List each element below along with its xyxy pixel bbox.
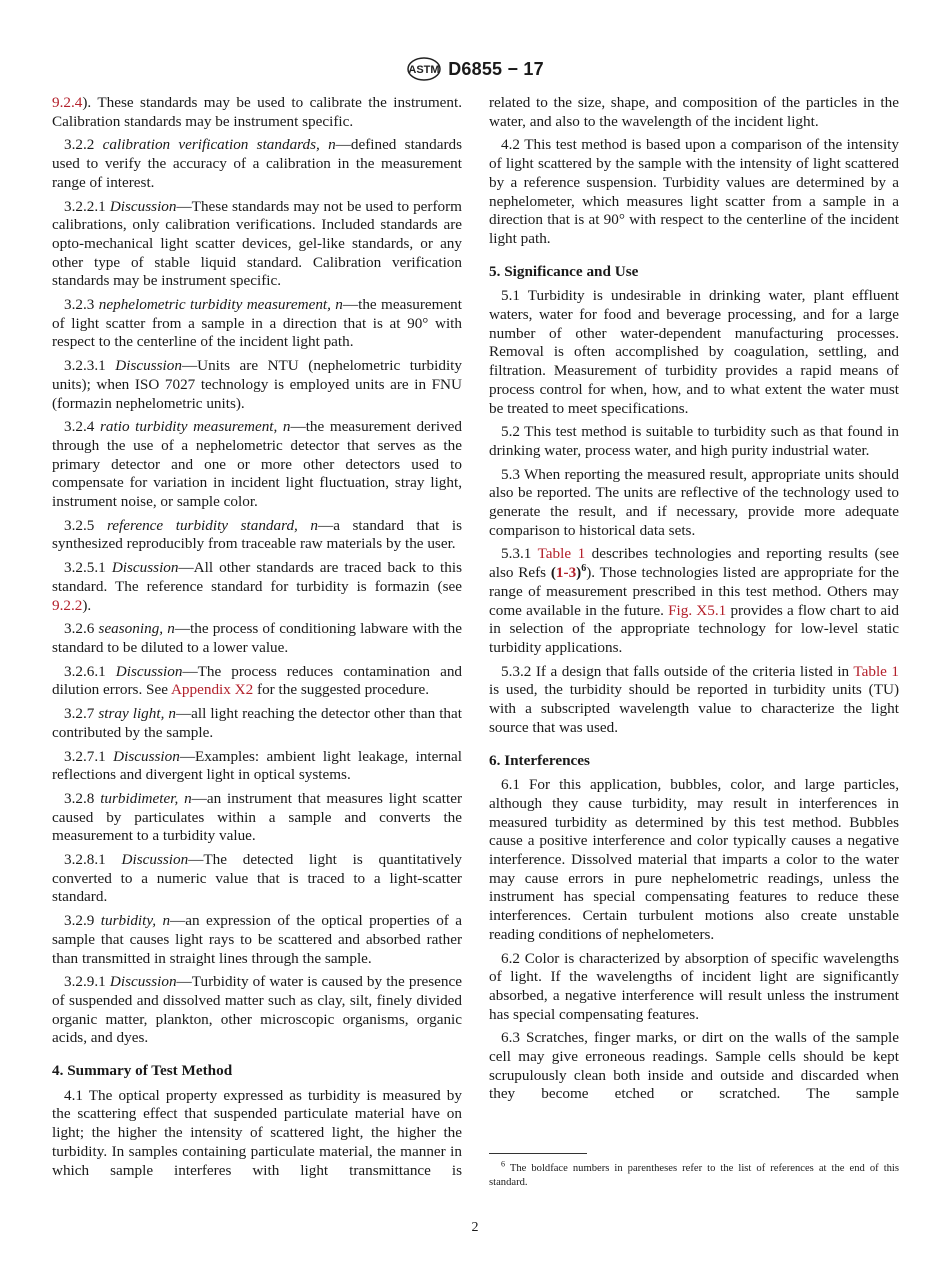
text-run: is used, the turbidity should be reported in turbidity units (TU) with a subscripted wavelength value to characterize the light source that was used. [489,681,899,736]
paragraph [52,559,462,615]
cross-reference-link[interactable]: 9.2.4 [52,94,83,111]
text-run: —an expression of the optical properties of a sample that causes light rays to be scattered and absorbed rather than transmitted in straight lines through the sample. [52,912,462,967]
cross-reference-link[interactable]: 1-3 [555,564,577,582]
text-run: 5.1 Turbidity is undesirable in drinking water, plant effluent waters, water for food and beverage processing, and for a large number of other water-dependent manufacturing processes. Removal is often accomplished by coagulation, settling, and filtration. Measurement of turbidity provides a rapid means of process control for when, how, and to what extent the water must be treated to meet specifications. [489,287,899,417]
text-run: 3.2.7 [64,705,99,723]
section-heading [489,263,899,282]
text-run: —defined standards used to verify the accuracy of a calibration in the measurement range of interest. [52,136,463,191]
paragraph [52,517,462,554]
paragraph [52,1087,462,1181]
text-run: 3.2.3 [64,296,99,314]
text-run: —All other standards are traced back to this standard. The reference standard for turbidity is formazin (see [52,559,462,595]
text-run: describes technologies and reporting results (see also Refs [489,545,899,582]
text-run: 5.3.1 [501,545,538,563]
paragraph [52,296,462,352]
footnote [489,1159,899,1190]
text-run: for the suggested procedure. [253,681,430,699]
text-run: 3.2.5.1 [64,559,112,577]
text-run: —the measurement of light scatter from a sample in a direction that is at 90° with respect to the centerline of the incident light path. [52,296,462,351]
paragraph [52,94,462,131]
text-run: —The detected light is quantitatively converted to a numeric value that is traced to a light-scatter standard. [52,851,463,906]
term-text: Discussion [113,747,180,765]
text-run: 3.2.6.1 [64,662,116,680]
term-text: reference turbidity standard, n [106,516,319,534]
text-run: 6.2 Color is characterized by absorption of specific wavelengths of light. If the wavelengths of incident light are significantly absorbed, a negative interference will result unless the instrument has special compensating features. [489,949,899,1023]
astm-logo-icon [406,56,442,82]
footnote-ref[interactable]: 6 [581,563,587,575]
text-run: 4. Summary of Test Method [52,1062,233,1080]
right-column [489,94,899,1109]
text-run: 5.3 When reporting the measured result, appropriate units should also be reported. The units are reflective of the technology used to generate the result, and if necessary, provide more adequate comparison to historical data sets. [489,465,899,539]
cross-reference-link[interactable]: Table 1 [537,545,586,563]
left-column [52,94,462,1185]
footnote-marker: 6 [501,1159,505,1169]
paragraph [52,357,462,413]
text-run: ). Those technologies listed are appropriate for the range of measurement prescribed in this test method. Others may come available in the future. [489,564,899,619]
text-run: 3.2.3.1 [64,357,116,375]
term-text: Discussion [121,851,189,869]
term-text: Discussion [115,662,183,680]
paragraph [489,545,899,657]
text-run: 6.3 Scratches, finger marks, or dirt on the walls of the sample cell may give erroneous readings. Sample cells should be kept scrupulously clean both inside and outside and discarded when they become etched or scratched. The sample [489,1029,899,1103]
footnote-divider [489,1153,587,1154]
footnote-text: The boldface numbers in parentheses refer to the list of references at the end of this standard. [489,1163,899,1188]
paragraph [489,950,899,1025]
paragraph [52,851,462,907]
text-run: 6.1 For this application, bubbles, color, and large particles, although they cause turbidity, may result in interferences in measured turbidity as determined by this test method. Bubbles cause a positive interference and color typically causes a negative interference. Dissolved material that imparts a color to the water may cause errors in pure nephelometric readings, unless the instrument has special compensating features to reduce these interferences. Certain turbulent motions also create unstable reading conditions of nephelometers. [489,776,899,943]
document-id: D6855 − 17 [448,58,544,79]
text-run: 3.2.6 [64,620,99,638]
text-run: 4.1 The optical property expressed as turbidity is measured by the scattering effect that suspended particulate material have on light; the higher the intensity of scattered light, the higher the turbidity. In samples containing particulate material, the manner in which sample interferes with light transmittance is [52,1086,462,1179]
text-run: 3.2.5 [64,516,107,534]
text-run: 3.2.7.1 [64,747,114,765]
svg-text:ASTM: ASTM [408,64,440,76]
text-run: 4.2 This test method is based upon a comparison of the intensity of light scattered by the sample with the intensity of light scattered by a reference suspension. Turbidity values are determined by a nephelometer, which measures light scatter from a sample in a direction that is at 90° with respect to the centerline of the incident light path. [489,136,899,247]
text-run: —The process reduces contamination and dilution errors. See [52,662,463,699]
text-run: ) [576,564,582,582]
paragraph [489,136,899,248]
paragraph [52,136,462,192]
text-run: 5.3.2 If a design that falls outside of the criteria listed in [501,662,854,680]
term-text: turbidity, n [100,912,171,930]
page-header [0,56,950,82]
text-run: —the process of conditioning labware with the standard to be diluted to a lower value. [52,620,463,656]
paragraph [52,790,462,846]
text-run: —a standard that is synthesized reproducibly from traceable raw materials by the user. [52,516,462,553]
paragraph [52,418,462,512]
paragraph [489,466,899,541]
paragraph [489,1029,899,1104]
paragraph [489,776,899,944]
term-text: Discussion [109,973,177,991]
text-run: 5. Significance and Use [489,262,639,280]
text-run: —Turbidity of water is caused by the presence of suspended and dissolved matter such as clay, silt, finely divided organic matter, plankton, other microscopic organisms, organic acids, and dyes. [52,973,462,1047]
cross-reference-link[interactable]: Fig. X5.1 [668,601,727,619]
text-run: 3.2.2 [64,136,103,154]
term-text: seasoning, n [98,620,175,638]
text-run: ). These standards may be used to calibrate the instrument. Calibration standards may be instrument specific. [52,94,462,130]
text-run: —Units are NTU (nephelometric turbidity units); when ISO 7027 technology is employed units are in FNU (formazin nephelometric units). [52,357,463,412]
text-run: 3.2.9.1 [64,973,110,991]
text-run: 3.2.8.1 [64,851,122,869]
term-text: ratio turbidity measurement, n [100,418,291,436]
text-run: 3.2.2.1 [64,197,110,215]
term-text: turbidimeter, n [100,789,192,807]
text-run: provides a flow chart to aid in selection of the appropriate technology for low-level static turbidity applications. [489,601,899,656]
term-text: Discussion [109,197,177,215]
paragraph [52,620,462,657]
text-run: ( [550,564,556,582]
paragraph [489,94,899,131]
text-run: related to the size, shape, and composition of the particles in the water, and also to the wavelength of the incident light. [489,94,899,130]
paragraph [52,973,462,1048]
paragraph [52,198,462,292]
cross-reference-link[interactable]: Appendix X2 [170,681,254,699]
term-text: nephelometric turbidity measurement, n [98,296,343,314]
paragraph [489,287,899,418]
text-run: —These standards may not be used to perform calibrations, only calibration verifications. Included standards are opto-mechanical light scatter devices, gel-like standards, or any other type of stable liquid standard. Calibration verification standards may be instrument specific. [52,197,462,290]
section-heading [489,752,899,771]
text-run: 3.2.9 [64,912,101,930]
cross-reference-link[interactable]: Table 1 [853,662,900,680]
paragraph [489,663,899,738]
text-run: —all light reaching the detector other than that contributed by the sample. [52,705,462,741]
term-text: stray light, n [98,705,176,723]
term-text: Discussion [111,559,179,577]
term-text: calibration verification standards, n [102,136,336,154]
paragraph [52,663,462,700]
paragraph [52,705,462,742]
section-heading [52,1062,462,1081]
text-run: 6. Interferences [489,751,590,769]
paragraph [489,423,899,460]
paragraph [52,748,462,785]
cross-reference-link[interactable]: 9.2.2 [52,596,83,614]
text-run: 5.2 This test method is suitable to turbidity such as that found in drinking water, process water, and high purity industrial water. [489,423,899,459]
text-run: —an instrument that measures light scatter caused by particulates within a sample and converts the measurement to a turbidity value. [52,789,463,845]
text-run: 3.2.8 [64,789,101,807]
page-number: 2 [471,1220,479,1235]
text-run: 3.2.4 [64,418,100,436]
text-run: ). [82,596,92,614]
text-run: —the measurement derived through the use of a nephelometric detector that serves as the primary detector and one or more other detectors used to compensate for variation in incident light fluctuation, stray light, instrument noise, or sample color. [52,418,463,511]
paragraph [52,912,462,968]
term-text: Discussion [115,357,182,375]
text-run: —Examples: ambient light leakage, internal reflections and divergent light in optical systems. [52,747,462,784]
